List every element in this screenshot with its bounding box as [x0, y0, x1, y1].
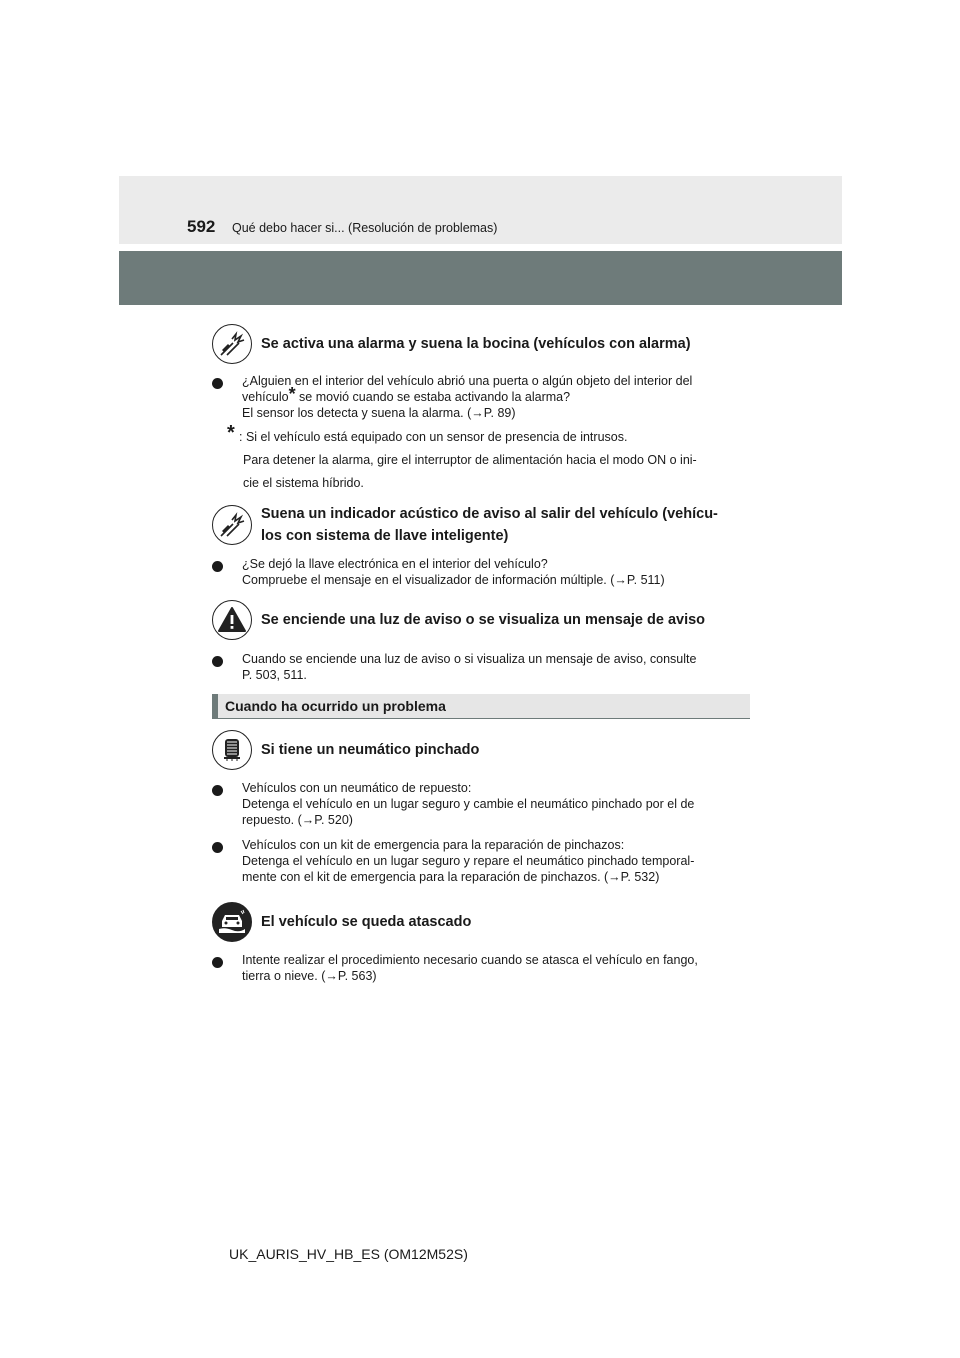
running-title: Qué debo hacer si... (Resolución de problemas): [232, 221, 498, 235]
header-dark-band: [119, 251, 842, 305]
bullet-dot: [212, 842, 223, 853]
bullet-text: ¿Alguien en el interior del vehículo abrió una puerta o algún objeto del interior del vehículo* se movió cuando se estaba activando la alarma? El sensor los detecta y suena la alarma. (→P. 89): [242, 374, 693, 420]
band-title: Cuando ha ocurrido un problema: [225, 698, 446, 714]
bullet-text: Intente realizar el procedimiento necesario cuando se atasca el vehículo en fango, tierra o nieve. (→P. 563): [242, 953, 698, 983]
section-title: El vehículo se queda atascado: [261, 914, 472, 930]
section-band: [212, 694, 750, 719]
section-alarm: [212, 324, 752, 368]
list-item: [212, 952, 748, 986]
warning-triangle-icon: [212, 600, 252, 640]
bullet-dot: [212, 561, 223, 572]
section-warning-light: [212, 600, 752, 644]
section-title: Suena un indicador acústico de aviso al salir del vehículo (vehícu- los con sistema de llave inteligente): [261, 506, 718, 544]
asterisk: *: [288, 384, 296, 404]
bullet-dot: [212, 656, 223, 667]
bullet-text: Vehículos con un kit de emergencia para la reparación de pinchazos: Detenga el vehículo en un lugar seguro y repare el neumático pinchado temporal- mente con el kit de emergencia para la reparación de pinchazos. (→P. 532): [242, 838, 695, 884]
footnote: * : Si el vehículo está equipado con un sensor de presencia de intrusos. Para detener la alarma, gire el interruptor de alimentación hacia el modo ON o ini- cie el sistema híbrido.: [227, 422, 697, 490]
page-number: 592: [187, 217, 216, 236]
bullet-text: ¿Se dejó la llave electrónica en el interior del vehículo? Compruebe el mensaje en el visualizador de información múltiple. (→P. 511): [242, 557, 665, 587]
section-title: Se activa una alarma y suena la bocina (vehículos con alarma): [261, 336, 691, 352]
footnote-asterisk: *: [227, 422, 235, 444]
bullet-dot: [212, 785, 223, 796]
bullet-dot: [212, 957, 223, 968]
section-exit-buzzer: [212, 503, 752, 553]
list-item: [212, 651, 748, 685]
section-stuck-vehicle: [212, 902, 752, 946]
stuck-vehicle-icon: [212, 902, 252, 942]
list-item: [212, 837, 748, 887]
section-title: Se enciende una luz de aviso o se visualiza un mensaje de aviso: [261, 612, 706, 628]
alarm-icon: [212, 505, 252, 545]
section-flat-tire: [212, 730, 752, 774]
bullet-dot: [212, 378, 223, 389]
bullet-text: Cuando se enciende una luz de aviso o si visualiza un mensaje de aviso, consulte P. 503, 511.: [242, 652, 697, 682]
list-item: [212, 556, 748, 590]
bullet-text: Vehículos con un neumático de repuesto: Detenga el vehículo en un lugar seguro y cambie el neumático pinchado por el de repuesto. (→P. 520): [242, 781, 695, 827]
flat-tire-icon: [212, 730, 252, 770]
footer-model-code: UK_AURIS_HV_HB_ES (OM12M52S): [229, 1246, 468, 1262]
alarm-icon: [212, 324, 252, 364]
list-item: [212, 780, 748, 830]
list-item: [212, 373, 748, 423]
section-title: Si tiene un neumático pinchado: [261, 742, 480, 758]
